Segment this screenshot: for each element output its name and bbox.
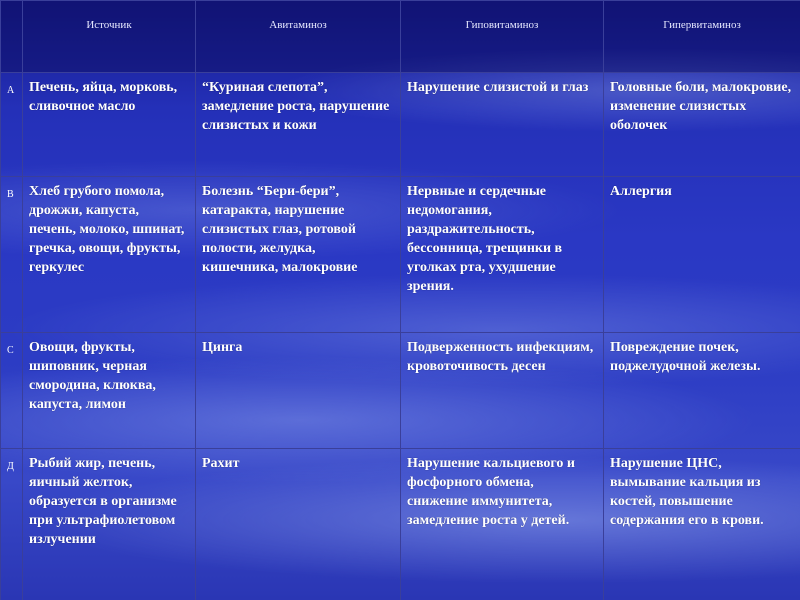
header-source: Источник xyxy=(23,1,196,73)
cell-avitaminosis: Цинга xyxy=(196,333,401,449)
table-header-row xyxy=(1,1,800,73)
cell-source: Овощи, фрукты, шиповник, черная смородина, клюква, капуста, лимон xyxy=(23,333,196,449)
row-letter: А xyxy=(1,73,23,177)
cell-hypovitaminosis: Нарушение слизистой и глаз xyxy=(401,73,604,177)
table-row xyxy=(1,73,800,177)
table-row xyxy=(1,177,800,333)
cell-avitaminosis: “Куриная слепота”, замедление роста, нарушение слизистых и кожи xyxy=(196,73,401,177)
cell-hypovitaminosis: Нарушение кальциевого и фосфорного обмена, снижение иммунитета, замедление роста у детей. xyxy=(401,449,604,600)
row-letter: Д xyxy=(1,449,23,600)
row-letter: С xyxy=(1,333,23,449)
cell-source: Хлеб грубого помола, дрожжи, капуста, печень, молоко, шпинат, гречка, овощи, фрукты, геркулес xyxy=(23,177,196,333)
header-blank xyxy=(1,1,23,73)
cell-hypervitaminosis: Нарушение ЦНС, вымывание кальция из костей, повышение содержания его в крови. xyxy=(604,449,800,600)
cell-source: Рыбий жир, печень, яичный желток, образуется в организме при ультрафиолетовом излучении xyxy=(23,449,196,600)
table-row xyxy=(1,449,800,600)
cell-avitaminosis: Болезнь “Бери-бери”, катаракта, нарушение слизистых глаз, ротовой полости, желудка, кишечника, малокровие xyxy=(196,177,401,333)
cell-avitaminosis: Рахит xyxy=(196,449,401,600)
header-avitaminosis: Авитаминоз xyxy=(196,1,401,73)
table-row xyxy=(1,333,800,449)
header-hypervitaminosis: Гипервитаминоз xyxy=(604,1,800,73)
cell-hypervitaminosis: Головные боли, малокровие, изменение слизистых оболочек xyxy=(604,73,800,177)
cell-hypervitaminosis: Повреждение почек, поджелудочной железы. xyxy=(604,333,800,449)
cell-hypovitaminosis: Нервные и сердечные недомогания, раздражительность, бессонница, трещинки в уголках рта, ухудшение зрения. xyxy=(401,177,604,333)
cell-hypervitaminosis: Аллергия xyxy=(604,177,800,333)
cell-hypovitaminosis: Подверженность инфекциям, кровоточивость десен xyxy=(401,333,604,449)
cell-source: Печень, яйца, морковь, сливочное масло xyxy=(23,73,196,177)
header-hypovitaminosis: Гиповитаминоз xyxy=(401,1,604,73)
row-letter: В xyxy=(1,177,23,333)
